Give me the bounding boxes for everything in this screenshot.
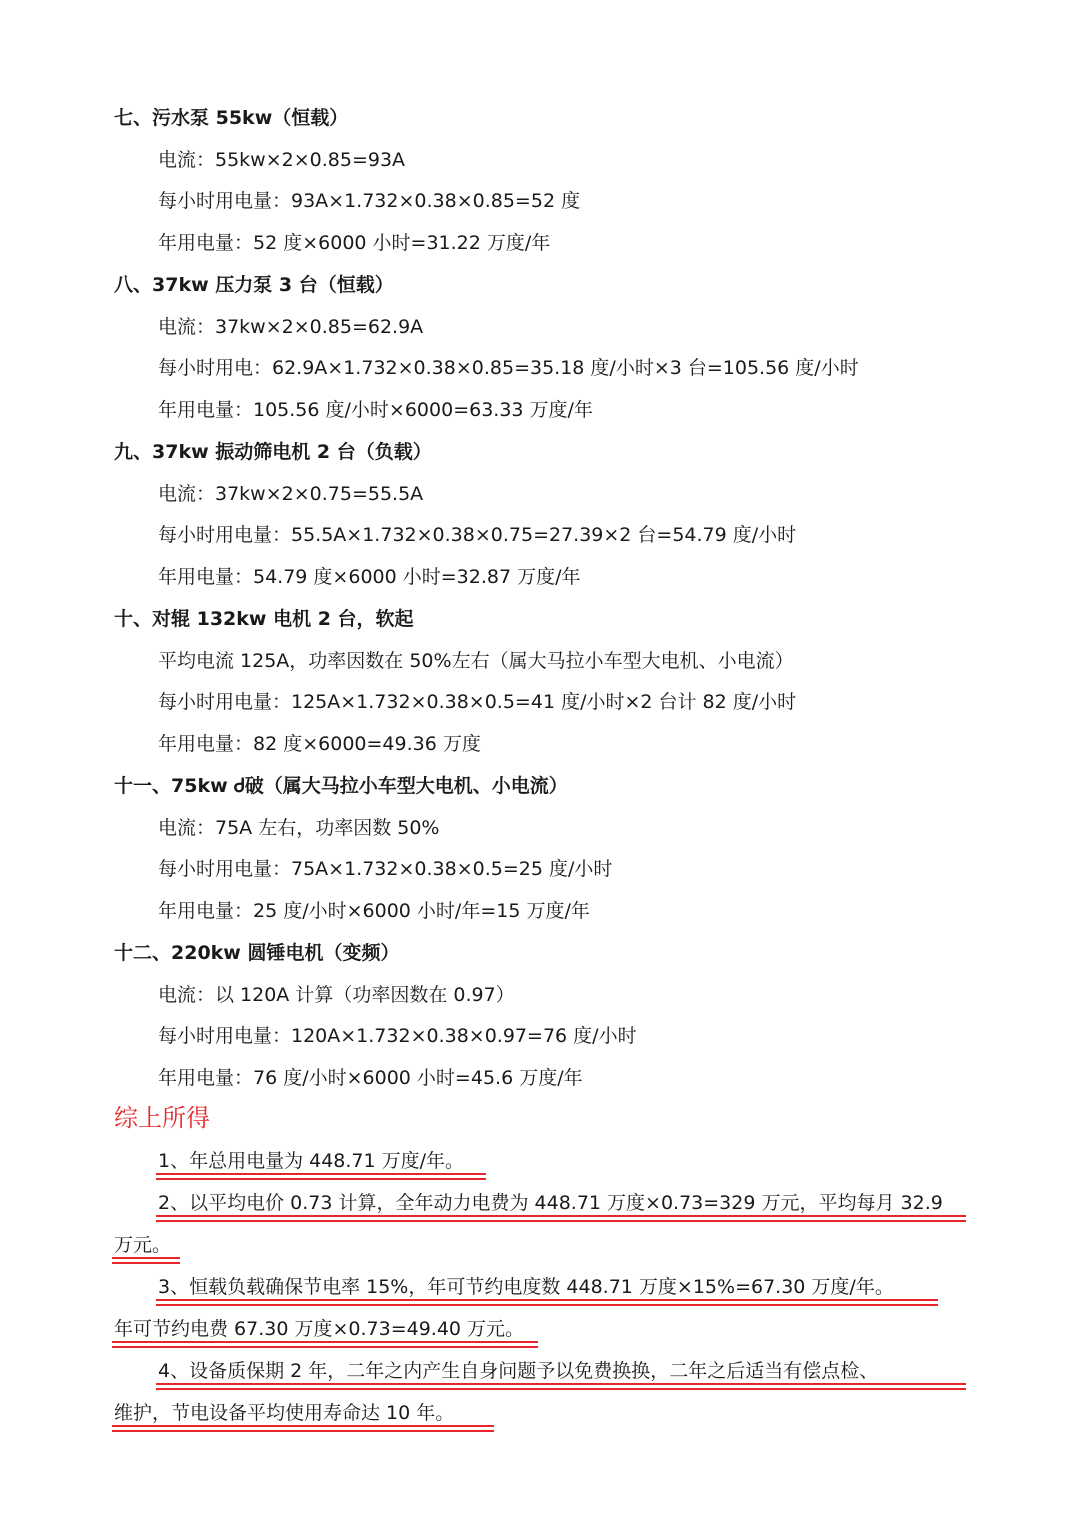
section-7-line-2: 每小时用电量：93A×1.732×0.38×0.85=52 度: [158, 190, 581, 212]
section-9-line-3: 年用电量：54.79 度×6000 小时=32.87 万度/年: [158, 566, 581, 588]
underline: [156, 1388, 966, 1390]
underline: [112, 1257, 180, 1259]
section-12-line-1: 电流：以 120A 计算（功率因数在 0.97）: [158, 984, 515, 1006]
section-8-line-2: 每小时用电：62.9A×1.732×0.38×0.85=35.18 度/小时×3 台=105.56 度/小时: [158, 357, 859, 379]
underline: [156, 1304, 938, 1306]
section-9-heading: 九、37kw 振动筛电机 2 台（负载）: [114, 441, 432, 463]
underline: [112, 1262, 180, 1264]
underline: [156, 1215, 966, 1217]
section-9-line-2: 每小时用电量：55.5A×1.732×0.38×0.75=27.39×2 台=54.79 度/小时: [158, 524, 797, 546]
section-10-line-1: 平均电流 125A，功率因数在 50%左右（属大马拉小车型大电机、小电流）: [158, 650, 794, 672]
section-8-line-1: 电流：37kw×2×0.85=62.9A: [158, 316, 424, 338]
underline: [112, 1346, 538, 1348]
underline: [156, 1383, 966, 1385]
section-11-line-3: 年用电量：25 度/小时×6000 小时/年=15 万度/年: [158, 900, 590, 922]
summary-item-3-line-2: 年可节约电费 67.30 万度×0.73=49.40 万元。: [114, 1318, 525, 1340]
section-12-line-2: 每小时用电量：120A×1.732×0.38×0.97=76 度/小时: [158, 1025, 637, 1047]
section-7-heading: 七、污水泵 55kw（恒载）: [114, 107, 349, 129]
section-11-line-1: 电流：75A 左右，功率因数 50%: [158, 817, 440, 839]
section-10-line-2: 每小时用电量：125A×1.732×0.38×0.5=41 度/小时×2 台计 82 度/小时: [158, 691, 797, 713]
section-12-heading: 十二、220kw 圆锤电机（变频）: [114, 942, 400, 964]
summary-item-1: 1、年总用电量为 448.71 万度/年。: [158, 1150, 465, 1172]
section-11-line-2: 每小时用电量：75A×1.732×0.38×0.5=25 度/小时: [158, 858, 613, 880]
section-9-line-1: 电流：37kw×2×0.75=55.5A: [158, 483, 424, 505]
underline: [112, 1425, 494, 1427]
underline: [112, 1341, 538, 1343]
summary-item-4-line-1: 4、设备质保期 2 年，二年之内产生自身问题予以免费换换，二年之后适当有偿点检、: [158, 1360, 879, 1382]
section-8-heading: 八、37kw 压力泵 3 台（恒载）: [114, 274, 394, 296]
summary-title: 综上所得: [114, 1104, 210, 1132]
underline: [156, 1220, 966, 1222]
section-8-line-3: 年用电量：105.56 度/小时×6000=63.33 万度/年: [158, 399, 593, 421]
summary-item-2-line-1: 2、以平均电价 0.73 计算，全年动力电费为 448.71 万度×0.73=329 万元，平均每月 32.9: [158, 1192, 943, 1214]
underline: [112, 1430, 494, 1432]
section-12-line-3: 年用电量：76 度/小时×6000 小时=45.6 万度/年: [158, 1067, 583, 1089]
section-10-line-3: 年用电量：82 度×6000=49.36 万度: [158, 733, 481, 755]
underline: [156, 1299, 938, 1301]
section-10-heading: 十、对辊 132kw 电机 2 台，软起: [114, 608, 414, 630]
section-7-line-3: 年用电量：52 度×6000 小时=31.22 万度/年: [158, 232, 551, 254]
summary-item-2-line-2: 万元。: [114, 1234, 172, 1256]
underline: [156, 1178, 486, 1180]
underline: [156, 1173, 486, 1175]
section-7-line-1: 电流：55kw×2×0.85=93A: [158, 149, 406, 171]
summary-item-4-line-2: 维护，节电设备平均使用寿命达 10 年。: [114, 1402, 455, 1424]
section-11-heading: 十一、75kw Ꮷ破（属大马拉小车型大电机、小电流）: [114, 775, 568, 797]
summary-item-3-line-1: 3、恒载负载确保节电率 15%，年可节约电度数 448.71 万度×15%=67.30 万度/年。: [158, 1276, 894, 1298]
